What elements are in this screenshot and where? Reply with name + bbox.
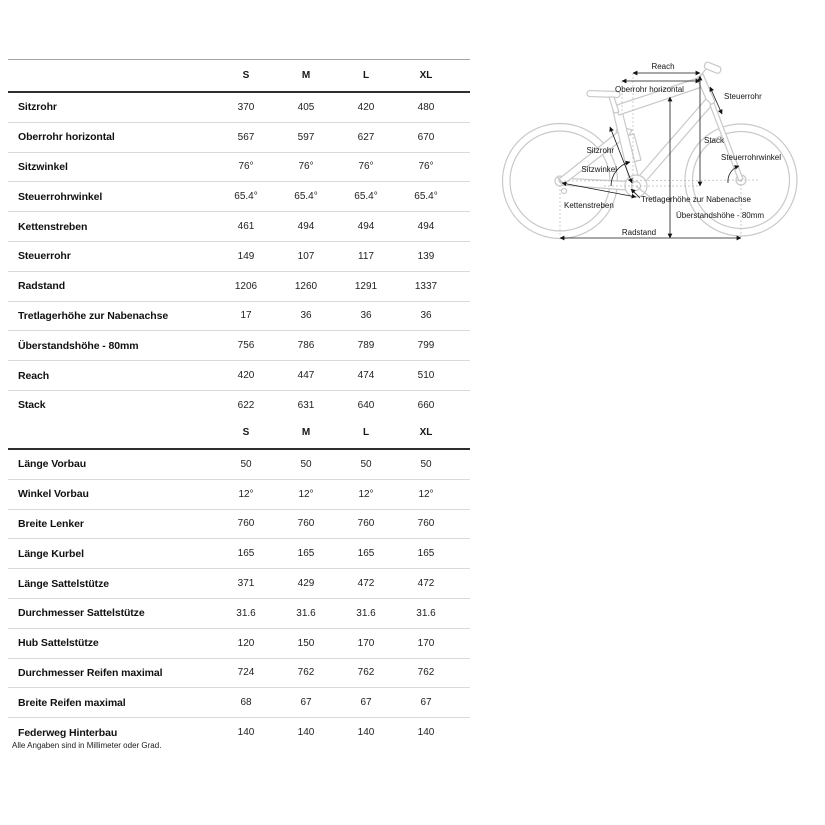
table-header-row xyxy=(8,417,470,450)
row-label: Hub Sattelstütze xyxy=(18,637,99,650)
value-cell: 65.4° xyxy=(234,191,258,203)
value-cell: 17 xyxy=(240,310,252,322)
diagram-label-stack: Stack xyxy=(704,136,725,145)
row-label: Kettenstreben xyxy=(18,220,88,233)
value-cell: 370 xyxy=(237,101,255,113)
table-row xyxy=(8,450,470,480)
diagram-label-kettenstreben: Kettenstreben xyxy=(564,201,614,210)
table-row xyxy=(8,391,470,420)
column-header-s: S xyxy=(242,70,250,81)
table-row xyxy=(8,688,470,718)
table-row xyxy=(8,599,470,629)
table-row xyxy=(8,242,470,272)
value-cell: 510 xyxy=(417,370,435,382)
table-row xyxy=(8,361,470,391)
value-cell: 165 xyxy=(417,548,435,560)
table-row xyxy=(8,123,470,153)
row-label: Winkel Vorbau xyxy=(18,488,89,501)
value-cell: 447 xyxy=(297,370,315,382)
units-footnote: Alle Angaben sind in Millimeter oder Grad. xyxy=(12,741,162,750)
value-cell: 170 xyxy=(417,637,435,649)
value-cell: 76° xyxy=(418,161,434,173)
handlebar-icon xyxy=(703,61,721,74)
diagram-label-steuerrohrwinkel: Steuerrohrwinkel xyxy=(721,153,782,162)
components-table xyxy=(8,417,470,747)
value-cell: 139 xyxy=(417,250,435,262)
value-cell: 165 xyxy=(357,548,375,560)
value-cell: 140 xyxy=(237,727,255,739)
table-row xyxy=(8,510,470,540)
value-cell: 420 xyxy=(237,370,255,382)
value-cell: 107 xyxy=(297,250,315,262)
row-label: Stack xyxy=(18,399,46,412)
table-row xyxy=(8,153,470,183)
value-cell: 65.4° xyxy=(294,191,318,203)
table-row xyxy=(8,569,470,599)
value-cell: 597 xyxy=(297,131,315,143)
value-cell: 50 xyxy=(240,458,252,470)
diagram-label-sitzrohr: Sitzrohr xyxy=(586,146,614,155)
row-label: Federweg Hinterbau xyxy=(18,726,118,739)
row-label: Durchmesser Reifen maximal xyxy=(18,666,163,679)
value-cell: 474 xyxy=(357,370,375,382)
value-cell: 760 xyxy=(237,518,255,530)
diagram-label-radstand: Radstand xyxy=(621,228,657,237)
value-cell: 149 xyxy=(237,250,255,262)
row-label: Überstandshöhe - 80mm xyxy=(18,339,139,352)
row-label: Reach xyxy=(18,369,50,382)
value-cell: 31.6 xyxy=(356,607,376,619)
value-cell: 724 xyxy=(237,667,255,679)
value-cell: 660 xyxy=(417,399,435,411)
value-cell: 472 xyxy=(417,578,435,590)
value-cell: 67 xyxy=(420,697,432,709)
row-label: Länge Vorbau xyxy=(18,458,87,471)
value-cell: 76° xyxy=(358,161,374,173)
value-cell: 786 xyxy=(297,340,315,352)
value-cell: 760 xyxy=(297,518,315,530)
value-cell: 165 xyxy=(237,548,255,560)
value-cell: 480 xyxy=(417,101,435,113)
diagram-label-steuerrohr: Steuerrohr xyxy=(724,92,762,101)
value-cell: 472 xyxy=(357,578,375,590)
value-cell: 12° xyxy=(298,488,314,500)
value-cell: 12° xyxy=(418,488,434,500)
value-cell: 1291 xyxy=(354,280,378,292)
diagram-label-sitzwinkel: Sitzwinkel xyxy=(581,165,617,174)
row-label: Tretlagerhöhe zur Nabenachse xyxy=(18,309,169,322)
value-cell: 762 xyxy=(417,667,435,679)
value-cell: 631 xyxy=(297,399,315,411)
row-label: Steuerrohr xyxy=(18,250,71,263)
row-label: Länge Sattelstütze xyxy=(18,577,109,590)
value-cell: 31.6 xyxy=(236,607,256,619)
value-cell: 31.6 xyxy=(416,607,436,619)
value-cell: 67 xyxy=(300,697,312,709)
value-cell: 65.4° xyxy=(414,191,438,203)
column-header-l: L xyxy=(362,427,370,438)
value-cell: 420 xyxy=(357,101,375,113)
row-label: Durchmesser Sattelstütze xyxy=(18,607,145,620)
value-cell: 140 xyxy=(417,727,435,739)
value-cell: 165 xyxy=(297,548,315,560)
value-cell: 65.4° xyxy=(354,191,378,203)
value-cell: 140 xyxy=(357,727,375,739)
value-cell: 760 xyxy=(417,518,435,530)
value-cell: 36 xyxy=(420,310,432,322)
row-label: Länge Kurbel xyxy=(18,547,84,560)
value-cell: 640 xyxy=(357,399,375,411)
value-cell: 799 xyxy=(417,340,435,352)
diagram-label-ueberstandshoehe: Überstandshöhe - 80mm xyxy=(676,211,765,220)
row-label: Steuerrohrwinkel xyxy=(18,190,103,203)
table-header-row xyxy=(8,59,470,93)
table-row xyxy=(8,272,470,302)
value-cell: 429 xyxy=(297,578,315,590)
value-cell: 762 xyxy=(357,667,375,679)
value-cell: 36 xyxy=(300,310,312,322)
value-cell: 67 xyxy=(360,697,372,709)
value-cell: 31.6 xyxy=(296,607,316,619)
value-cell: 117 xyxy=(358,250,374,262)
value-cell: 36 xyxy=(360,310,372,322)
value-cell: 120 xyxy=(237,637,255,649)
column-header-xl: XL xyxy=(419,427,433,438)
value-cell: 50 xyxy=(420,458,432,470)
value-cell: 760 xyxy=(357,518,375,530)
value-cell: 405 xyxy=(297,101,315,113)
frame-geometry-table xyxy=(8,59,470,420)
row-label: Sitzwinkel xyxy=(18,160,68,173)
row-label: Breite Lenker xyxy=(18,517,84,530)
row-label: Breite Reifen maximal xyxy=(18,696,126,709)
column-header-m: M xyxy=(301,70,311,81)
column-header-l: L xyxy=(362,70,370,81)
value-cell: 140 xyxy=(297,727,315,739)
value-cell: 371 xyxy=(237,578,255,590)
value-cell: 68 xyxy=(240,697,252,709)
table-row xyxy=(8,212,470,242)
table-row xyxy=(8,629,470,659)
value-cell: 789 xyxy=(357,340,375,352)
table-row xyxy=(8,93,470,123)
table-row xyxy=(8,659,470,689)
value-cell: 50 xyxy=(300,458,312,470)
value-cell: 12° xyxy=(358,488,374,500)
table-row xyxy=(8,539,470,569)
value-cell: 461 xyxy=(237,221,255,233)
value-cell: 567 xyxy=(237,131,255,143)
row-label: Oberrohr horizontal xyxy=(18,131,115,144)
column-header-m: M xyxy=(301,427,311,438)
value-cell: 494 xyxy=(297,221,315,233)
diagram-label-tretlagerhoehe: Tretlagerhöhe zur Nabenachse xyxy=(641,195,751,204)
value-cell: 150 xyxy=(297,637,315,649)
table-row xyxy=(8,480,470,510)
diagram-label-oberrohr: Oberrohr horizontal xyxy=(615,85,684,94)
table-row xyxy=(8,302,470,332)
value-cell: 12° xyxy=(238,488,254,500)
value-cell: 1337 xyxy=(414,280,438,292)
value-cell: 170 xyxy=(357,637,375,649)
column-header-s: S xyxy=(242,427,250,438)
value-cell: 494 xyxy=(417,221,435,233)
value-cell: 76° xyxy=(298,161,314,173)
value-cell: 1260 xyxy=(294,280,318,292)
value-cell: 627 xyxy=(357,131,375,143)
row-label: Radstand xyxy=(18,280,66,293)
value-cell: 50 xyxy=(360,458,372,470)
value-cell: 494 xyxy=(357,221,375,233)
table-row xyxy=(8,182,470,212)
column-header-xl: XL xyxy=(419,70,433,81)
table-row xyxy=(8,331,470,361)
value-cell: 762 xyxy=(297,667,315,679)
row-label: Sitzrohr xyxy=(18,101,57,114)
diagram-label-reach: Reach xyxy=(651,62,675,71)
value-cell: 756 xyxy=(237,340,255,352)
value-cell: 622 xyxy=(237,399,255,411)
bike-geometry-diagram xyxy=(500,40,825,260)
value-cell: 76° xyxy=(238,161,254,173)
value-cell: 1206 xyxy=(234,280,258,292)
value-cell: 670 xyxy=(417,131,435,143)
